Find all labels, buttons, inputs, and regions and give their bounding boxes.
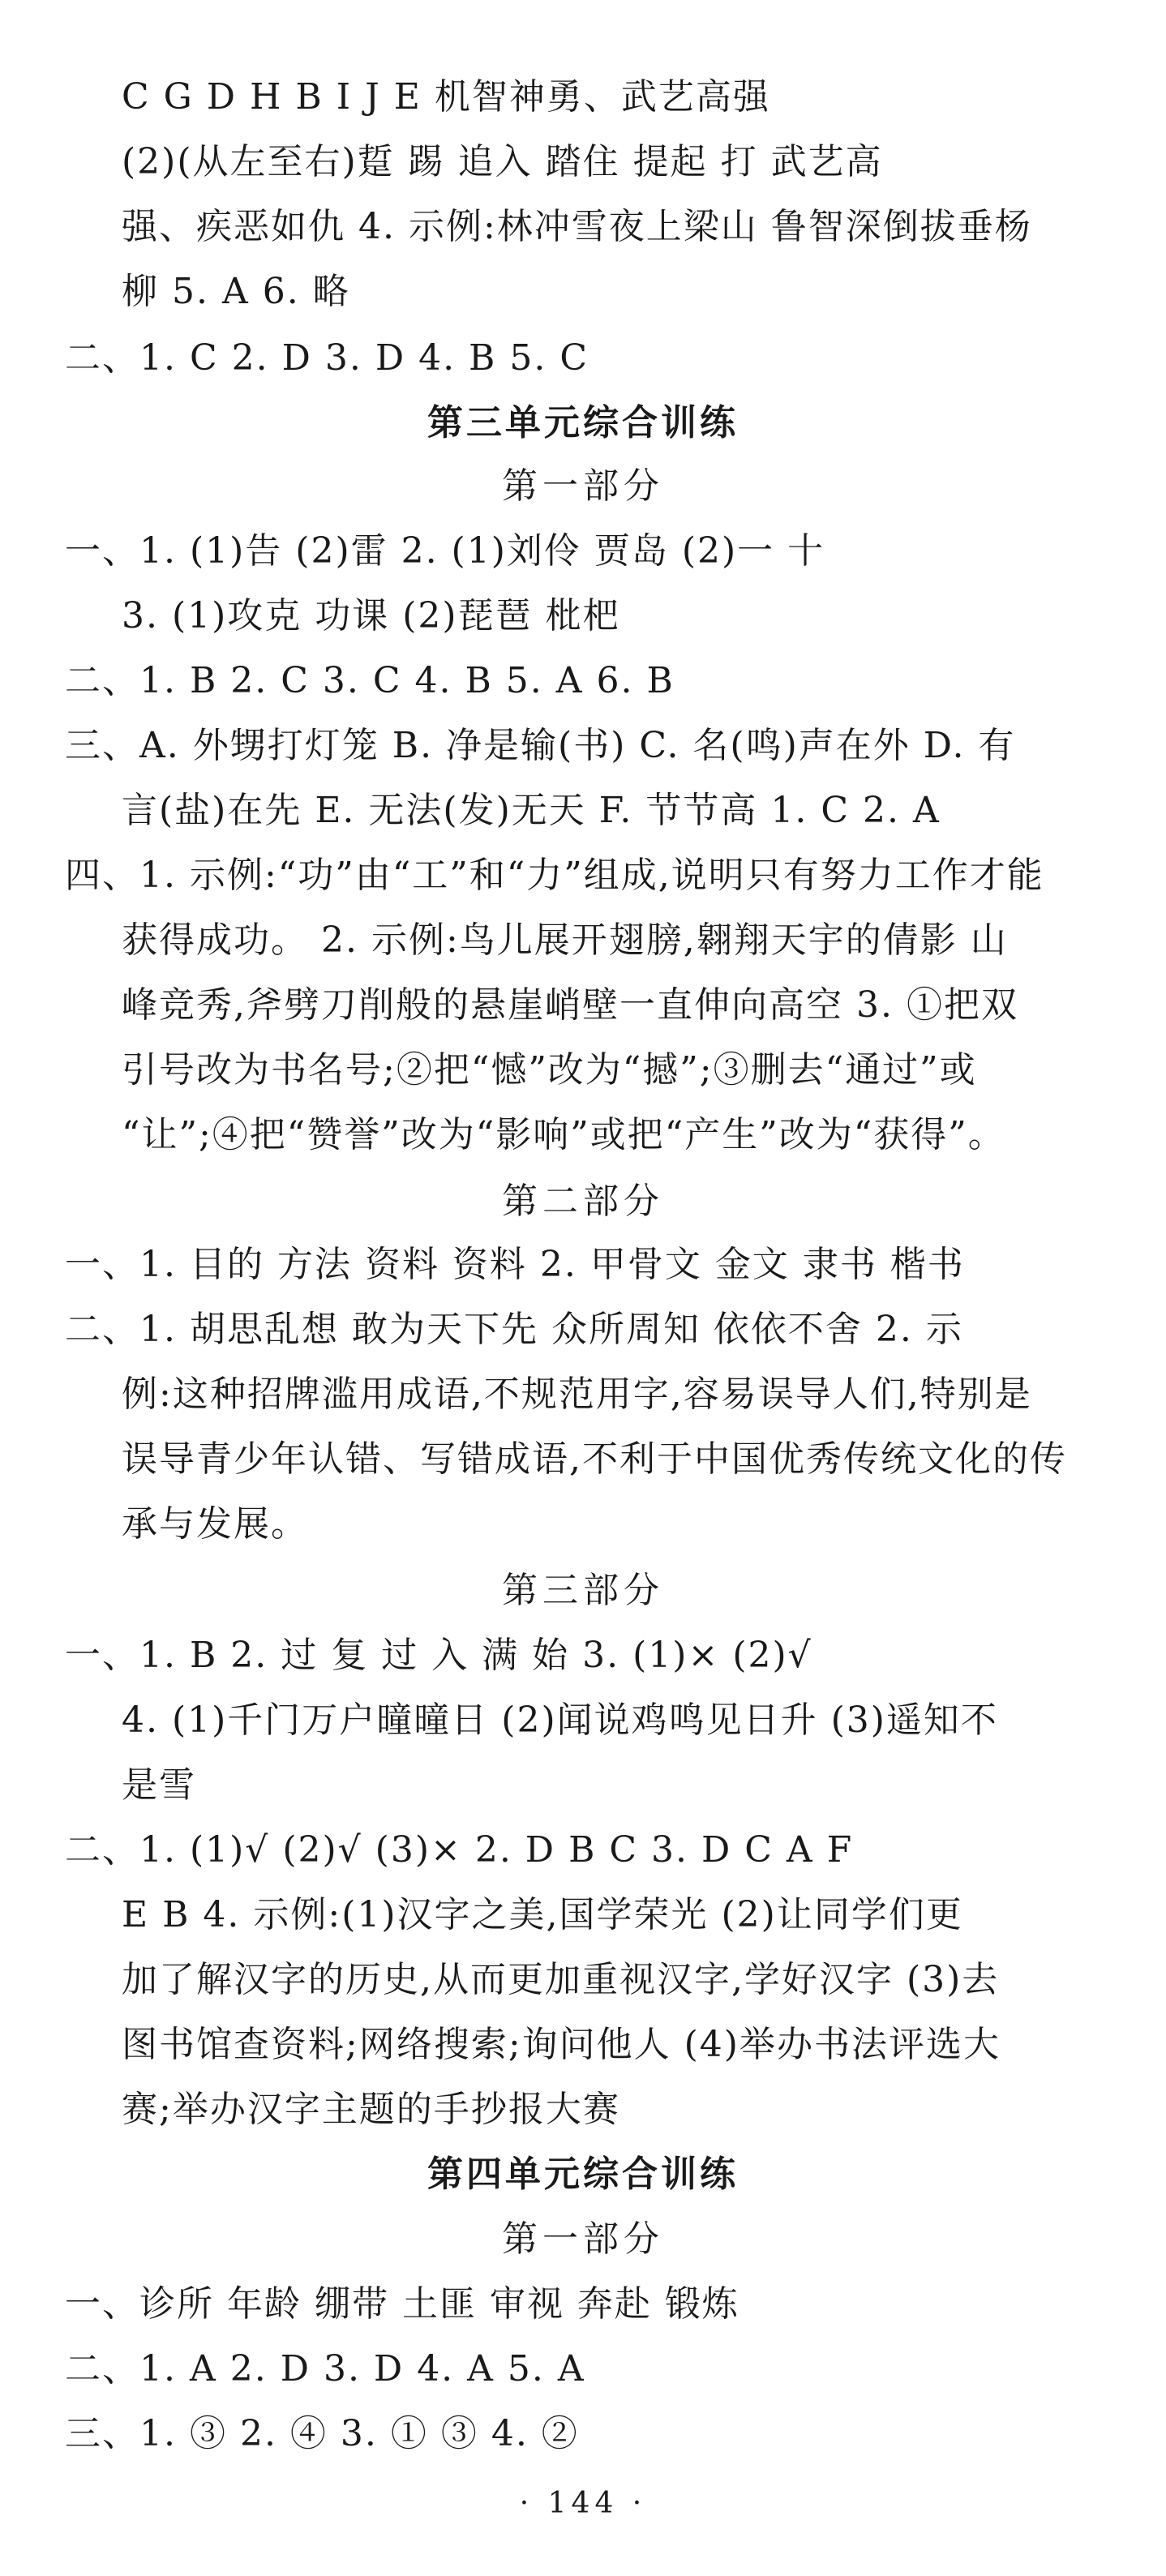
answer-line: (2)(从左至右)踅 踢 追入 踏住 提起 打 武艺高 bbox=[122, 141, 883, 182]
unit-title: 第四单元综合训练 bbox=[427, 2154, 739, 2195]
answer-line: 赛;举办汉字主题的手抄报大赛 bbox=[122, 2089, 620, 2130]
answer-line: C G D H B I J E 机智神勇、武艺高强 bbox=[122, 76, 770, 118]
page-number: · 144 · bbox=[519, 2487, 647, 2520]
answer-line: 引号改为书名号;②把“憾”改为“撼”;③删去“通过”或 bbox=[122, 1049, 977, 1091]
answer-line: 四、1. 示例:“功”由“工”和“力”组成,说明只有努力工作才能 bbox=[65, 855, 1044, 896]
answer-line: 一、1. 目的 方法 资料 资料 2. 甲骨文 金文 隶书 楷书 bbox=[65, 1244, 965, 1285]
answer-line: 4. (1)千门万户曈曈日 (2)闻说鸡鸣见日升 (3)遥知不 bbox=[122, 1699, 998, 1741]
answer-line: 是雪 bbox=[122, 1764, 196, 1806]
answer-line: 承与发展。 bbox=[122, 1503, 308, 1545]
answer-line: 例:这种招牌滥用成语,不规范用字,容易误导人们,特别是 bbox=[122, 1374, 1032, 1415]
section-heading: 第二部分 bbox=[502, 1181, 664, 1222]
answer-line: “让”;④把“赞誉”改为“影响”或把“产生”改为“获得”。 bbox=[122, 1114, 1005, 1155]
answer-line: 图书馆查资料;网络搜索;询问他人 (4)举办书法评选大 bbox=[122, 2024, 1001, 2065]
answer-line: 二、1. B 2. C 3. C 4. B 5. A 6. B bbox=[65, 660, 675, 701]
unit-title: 第三单元综合训练 bbox=[427, 402, 739, 444]
answer-line: 峰竞秀,斧劈刀削般的悬崖峭壁一直伸向高空 3. ①把双 bbox=[122, 984, 1018, 1026]
answer-line: 言(盐)在先 E. 无法(发)无天 F. 节节高 1. C 2. A bbox=[122, 790, 941, 831]
answer-line: 获得成功。 2. 示例:鸟儿展开翅膀,翱翔天宇的倩影 山 bbox=[122, 919, 1008, 961]
answer-line: 二、1. 胡思乱想 敢为天下先 众所周知 依依不舍 2. 示 bbox=[65, 1309, 963, 1350]
answer-line: 柳 5. A 6. 略 bbox=[122, 271, 350, 312]
section-heading: 第一部分 bbox=[502, 465, 664, 507]
answer-line: 二、1. C 2. D 3. D 4. B 5. C bbox=[65, 337, 589, 379]
answer-line: 二、1. (1)√ (2)√ (3)× 2. D B C 3. D C A F bbox=[65, 1829, 854, 1871]
section-heading: 第一部分 bbox=[502, 2218, 664, 2260]
answer-line: 加了解汉字的历史,从而更加重视汉字,学好汉字 (3)去 bbox=[122, 1959, 1000, 2000]
answer-line: 一、1. (1)告 (2)雷 2. (1)刘伶 贾岛 (2)一 十 bbox=[65, 530, 825, 572]
answer-line: 误导青少年认错、写错成语,不利于中国优秀传统文化的传 bbox=[122, 1438, 1067, 1480]
answer-line: 3. (1)攻克 功课 (2)琵琶 枇杷 bbox=[122, 595, 620, 636]
section-heading: 第三部分 bbox=[502, 1570, 664, 1611]
answer-line: 二、1. A 2. D 3. D 4. A 5. A bbox=[65, 2348, 585, 2390]
answer-line: 一、1. B 2. 过 复 过 入 满 始 3. (1)× (2)√ bbox=[65, 1635, 812, 1676]
answer-line: 三、1. ③ 2. ④ 3. ① ③ 4. ② bbox=[65, 2413, 579, 2454]
answer-line: 一、诊所 年龄 绷带 土匪 审视 奔赴 锻炼 bbox=[65, 2283, 739, 2325]
answer-line: E B 4. 示例:(1)汉字之美,国学荣光 (2)让同学们更 bbox=[122, 1894, 963, 1935]
answer-line: 强、疾恶如仇 4. 示例:林冲雪夜上梁山 鲁智深倒拔垂杨 bbox=[122, 206, 1032, 247]
answer-line: 三、A. 外甥打灯笼 B. 净是输(书) C. 名(鸣)声在外 D. 有 bbox=[65, 725, 1016, 766]
